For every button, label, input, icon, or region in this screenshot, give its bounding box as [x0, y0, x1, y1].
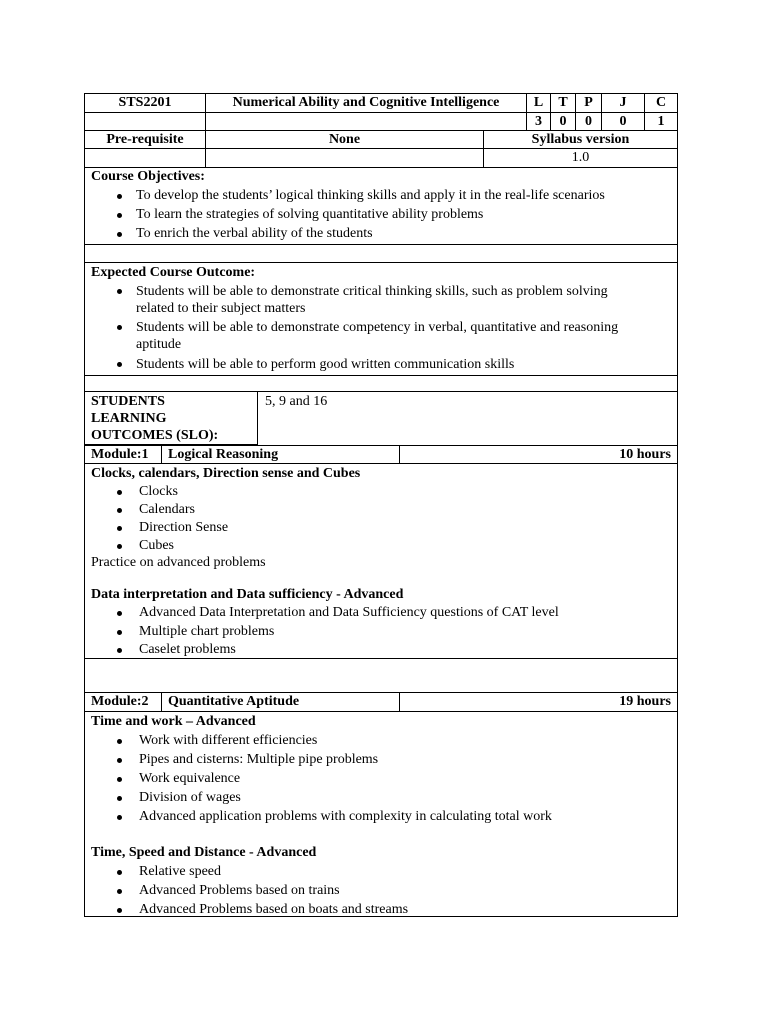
- topic-item: Advanced Data Interpretation and Data Sufficiency questions of CAT level: [139, 605, 559, 620]
- bullet-icon: [117, 630, 122, 635]
- row-divider: [85, 658, 677, 659]
- outcome-item-line: aptitude: [136, 337, 182, 352]
- bullet-icon: [117, 908, 122, 913]
- slo-label: [85, 392, 258, 445]
- module1-number: Module:1: [85, 446, 162, 464]
- blank-cell: [85, 149, 206, 168]
- syllabus-version-value: 1.0: [484, 149, 677, 168]
- syllabus-version-label: Syllabus version: [484, 131, 677, 149]
- topic-item: Caselet problems: [139, 642, 236, 657]
- outcomes-heading: Expected Course Outcome:: [91, 265, 256, 280]
- objective-item: To learn the strategies of solving quantitative ability problems: [136, 207, 484, 222]
- blank-cell: [85, 113, 206, 131]
- bullet-icon: [117, 232, 122, 237]
- topic-item: Cubes: [139, 538, 174, 553]
- ltpjc-value-j: 0: [602, 113, 645, 131]
- module1-practice-note: Practice on advanced problems: [91, 555, 266, 570]
- row-divider: [85, 244, 677, 245]
- blank-cell: [206, 149, 484, 168]
- bullet-icon: [117, 815, 122, 820]
- ltpjc-label-p: P: [576, 94, 602, 113]
- topic-item: Direction Sense: [139, 520, 229, 535]
- topic-item: Work equivalence: [139, 771, 241, 786]
- ltpjc-label-l: L: [527, 94, 551, 113]
- outcome-item-line: Students will be able to demonstrate critical thinking skills, such as problem solving: [136, 284, 608, 299]
- topic-item: Pipes and cisterns: Multiple pipe problems: [139, 752, 379, 767]
- topic-item: Multiple chart problems: [139, 624, 275, 639]
- bullet-icon: [117, 739, 122, 744]
- ltpjc-value-c: 1: [645, 113, 677, 131]
- objective-item: To develop the students’ logical thinking skills and apply it in the real-life scenarios: [136, 188, 605, 203]
- module1-title: Logical Reasoning: [162, 446, 400, 464]
- topic-item: Clocks: [139, 484, 178, 499]
- module2-number: Module:2: [85, 693, 162, 712]
- topic-item: Division of wages: [139, 790, 241, 805]
- ltpjc-value-t: 0: [551, 113, 576, 131]
- bullet-icon: [117, 544, 122, 549]
- bullet-icon: [117, 325, 122, 330]
- ltpjc-label-c: C: [645, 94, 677, 113]
- topic-item: Advanced Problems based on trains: [139, 883, 340, 898]
- bullet-icon: [117, 777, 122, 782]
- bullet-icon: [117, 758, 122, 763]
- syllabus-table: [84, 93, 678, 917]
- module2-hours: 19 hours: [400, 693, 677, 712]
- objectives-heading: Course Objectives:: [91, 169, 205, 184]
- slo-label-line: LEARNING: [91, 411, 167, 426]
- course-title: Numerical Ability and Cognitive Intelligence: [206, 94, 527, 113]
- module2-section-heading: Time, Speed and Distance - Advanced: [91, 845, 317, 860]
- bullet-icon: [117, 870, 122, 875]
- ltpjc-label-j: J: [602, 94, 645, 113]
- bullet-icon: [117, 213, 122, 218]
- bullet-icon: [117, 508, 122, 513]
- slo-label-line: OUTCOMES (SLO):: [91, 428, 219, 443]
- bullet-icon: [117, 289, 122, 294]
- bullet-icon: [117, 796, 122, 801]
- topic-item: Work with different efficiencies: [139, 733, 318, 748]
- outcome-item-line: Students will be able to perform good written communication skills: [136, 357, 515, 372]
- prerequisite-label: Pre-requisite: [85, 131, 206, 149]
- row-divider: [85, 375, 677, 376]
- topic-item: Calendars: [139, 502, 195, 517]
- outcome-item-line: Students will be able to demonstrate competency in verbal, quantitative and reasoning: [136, 320, 619, 335]
- bullet-icon: [117, 889, 122, 894]
- bullet-icon: [117, 611, 122, 616]
- bullet-icon: [117, 490, 122, 495]
- outcome-item-line: related to their subject matters: [136, 301, 306, 316]
- topic-item: Advanced application problems with complexity in calculating total work: [139, 809, 552, 824]
- ltpjc-value-l: 3: [527, 113, 551, 131]
- bullet-icon: [117, 362, 122, 367]
- ltpjc-value-p: 0: [576, 113, 602, 131]
- objective-item: To enrich the verbal ability of the students: [136, 226, 373, 241]
- module2-section-heading: Time and work – Advanced: [91, 714, 256, 729]
- topic-item: Relative speed: [139, 864, 222, 879]
- bullet-icon: [117, 648, 122, 653]
- module1-section-heading: Data interpretation and Data sufficiency - Advanced: [91, 587, 404, 602]
- row-divider: [85, 262, 677, 263]
- module2-title: Quantitative Aptitude: [162, 693, 400, 712]
- blank-cell: [206, 113, 527, 131]
- bullet-icon: [117, 526, 122, 531]
- module1-section-heading: Clocks, calendars, Direction sense and Cubes: [91, 466, 361, 481]
- module1-hours: 10 hours: [400, 446, 677, 464]
- course-code: STS2201: [85, 94, 206, 113]
- slo-label-line: STUDENTS: [91, 394, 165, 409]
- ltpjc-label-t: T: [551, 94, 576, 113]
- slo-value: 5, 9 and 16: [265, 394, 328, 409]
- prerequisite-value: None: [206, 131, 484, 149]
- topic-item: Advanced Problems based on boats and streams: [139, 902, 409, 917]
- bullet-icon: [117, 194, 122, 199]
